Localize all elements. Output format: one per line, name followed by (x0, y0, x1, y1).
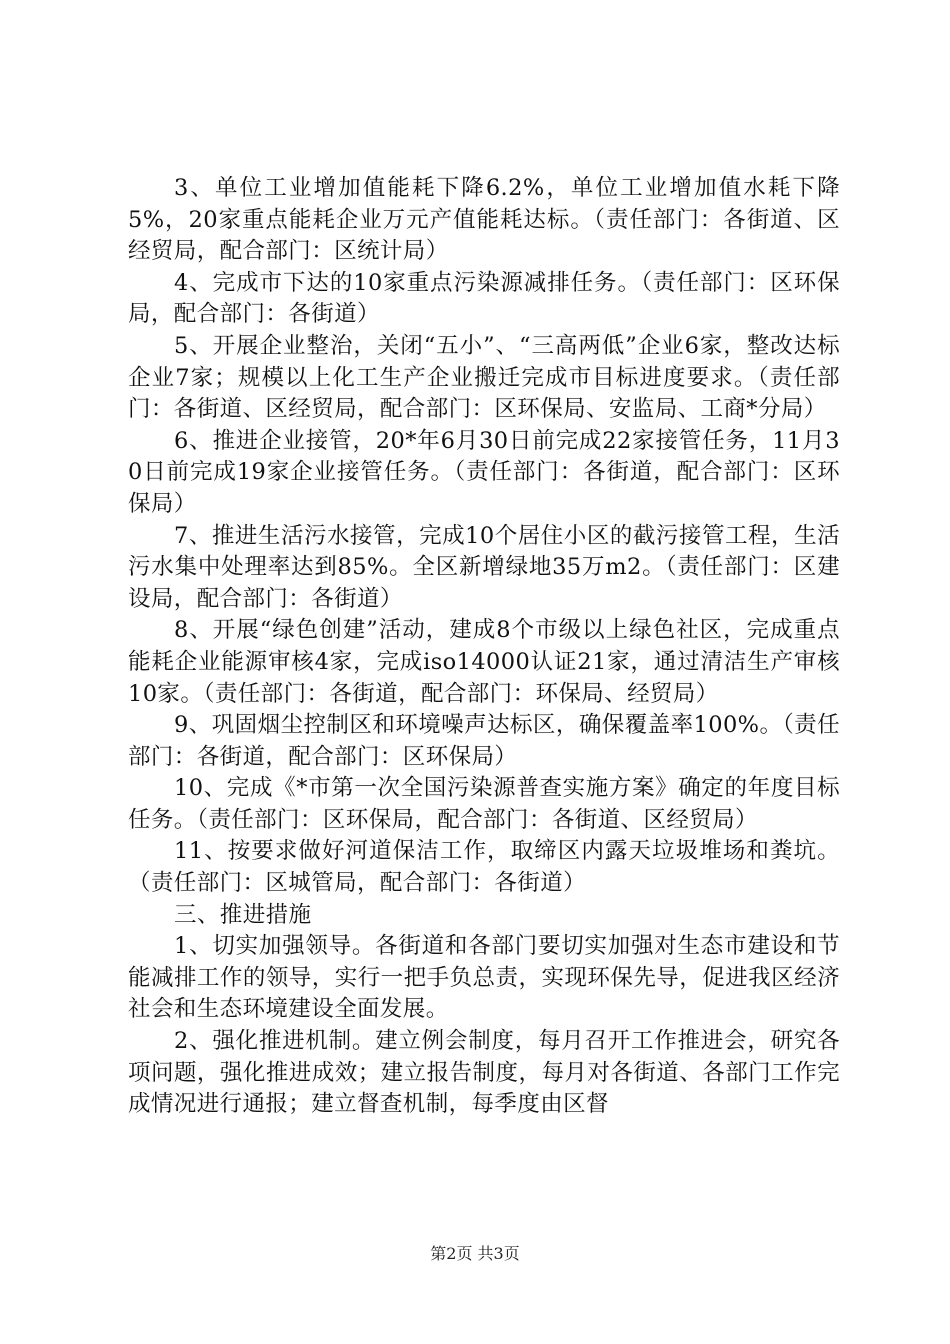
paragraph-item-6: 6、推进企业接管，20*年6月30日前完成22家接管任务，11月30日前完成19家企业接管任务。（责任部门：各街道，配合部门：区环保局） (128, 427, 840, 517)
paragraph-item-11: 11、按要求做好河道保洁工作，取缔区内露天垃圾堆场和粪坑。（责任部门：区城管局，配合部门：各街道） (128, 838, 840, 897)
measure-item-1: 1、切实加强领导。各街道和各部门要切实加强对生态市建设和节能减排工作的领导，实行一把手负总责，实现环保先导，促进我区经济社会和生态环境建设全面发展。 (128, 933, 840, 1023)
paragraph-item-5: 5、开展企业整治，关闭“五小”、“三高两低”企业6家，整改达标企业7家；规模以上化工生产企业搬迁完成市目标进度要求。（责任部门：各街道、区经贸局，配合部门：区环保局、安监局、工商*分局） (128, 332, 840, 423)
document-body (128, 173, 840, 1121)
paragraph-item-8: 8、开展“绿色创建”活动，建成8个市级以上绿色社区，完成重点能耗企业能源审核4家，完成iso14000认证21家，通过清洁生产审核10家。（责任部门：各街道，配合部门：环保局、经贸局） (128, 617, 840, 707)
paragraph-item-3: 3、单位工业增加值能耗下降6.2%，单位工业增加值水耗下降5%，20家重点能耗企业万元产值能耗达标。（责任部门：各街道、区经贸局，配合部门：区统计局） (128, 175, 840, 265)
paragraph-item-4: 4、完成市下达的10家重点污染源减排任务。（责任部门：区环保局，配合部门：各街道） (128, 269, 840, 328)
paragraph-item-10: 10、完成《*市第一次全国污染源普查实施方案》确定的年度目标任务。（责任部门：区环保局，配合部门：各街道、区经贸局） (128, 775, 840, 833)
page-number-footer: 第2页 共3页 (430, 1244, 520, 1263)
section-heading-measures: 三、推进措施 (174, 901, 312, 928)
paragraph-item-7: 7、推进生活污水接管，完成10个居住小区的截污接管工程，生活污水集中处理率达到85%。全区新增绿地35万m2。（责任部门：区建设局，配合部门：各街道） (128, 522, 840, 612)
measure-item-2: 2、强化推进机制。建立例会制度，每月召开工作推进会，研究各项问题，强化推进成效；建立报告制度，每月对各街道、各部门工作完成情况进行通报；建立督查机制，每季度由区督 (128, 1028, 840, 1118)
paragraph-item-9: 9、巩固烟尘控制区和环境噪声达标区，确保覆盖率100%。（责任部门：各街道，配合部门：区环保局） (128, 712, 840, 770)
